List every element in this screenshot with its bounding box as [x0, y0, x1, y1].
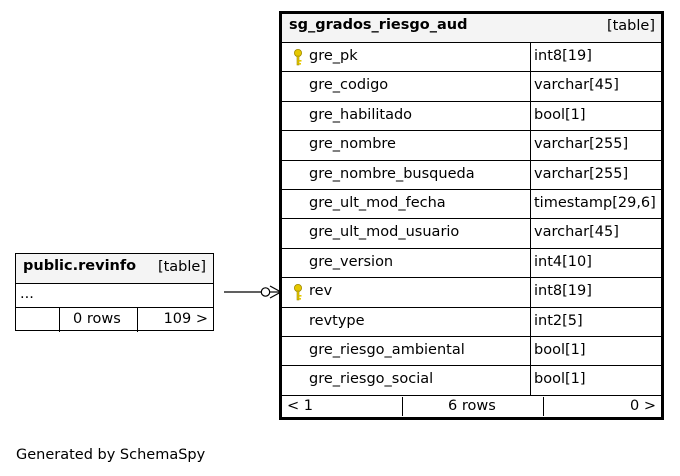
column-name[interactable]: gre_codigo — [309, 77, 389, 94]
column-divider — [530, 219, 531, 247]
column-type: bool[1] — [534, 371, 586, 388]
column-name[interactable]: gre_riesgo_ambiental — [309, 342, 465, 358]
column-divider — [530, 366, 531, 394]
columns-ellipsis: ... — [20, 286, 34, 302]
column-name[interactable]: gre_ult_mod_usuario — [309, 224, 460, 241]
table-name[interactable]: public.revinfo — [23, 258, 137, 274]
footer-divider — [402, 397, 403, 416]
column-type: int8[19] — [534, 48, 592, 64]
table-type-tag: [table] — [606, 18, 655, 34]
row-count: 6 rows — [448, 398, 496, 414]
column-row[interactable] — [282, 278, 661, 307]
column-type: int8[19] — [534, 283, 592, 300]
table-footer — [16, 307, 213, 332]
column-row[interactable] — [282, 43, 661, 72]
column-row[interactable] — [282, 190, 661, 219]
column-divider — [530, 161, 531, 189]
column-type: int2[5] — [534, 312, 583, 329]
column-row[interactable] — [282, 72, 661, 101]
column-type: varchar[45] — [534, 224, 619, 241]
column-row[interactable] — [282, 249, 661, 278]
column-name[interactable]: gre_nombre — [309, 136, 396, 153]
column-divider — [530, 337, 531, 365]
parents-count-link[interactable]: < 1 — [287, 398, 313, 414]
column-row[interactable] — [282, 102, 661, 131]
column-divider — [530, 43, 531, 71]
column-type: varchar[255] — [534, 136, 629, 153]
footer-divider — [137, 308, 138, 332]
column-name[interactable]: gre_version — [309, 253, 394, 270]
footer-divider — [59, 308, 60, 332]
column-row[interactable] — [282, 219, 661, 248]
table-type-tag: [table] — [157, 259, 206, 275]
generated-by-note: Generated by SchemaSpy — [16, 447, 206, 463]
column-name[interactable]: gre_pk — [309, 48, 358, 64]
table-header — [16, 254, 213, 284]
column-row[interactable] — [282, 366, 661, 395]
column-divider — [530, 278, 531, 306]
column-divider — [530, 308, 531, 336]
key-icon — [292, 283, 304, 301]
row-count: 0 rows — [73, 311, 121, 327]
column-type: timestamp[29,6] — [534, 195, 656, 211]
column-name[interactable]: rev — [309, 283, 333, 300]
key-icon — [292, 48, 304, 66]
children-count-link[interactable]: 109 > — [163, 311, 208, 327]
table-revinfo[interactable] — [15, 253, 214, 331]
column-name[interactable]: gre_ult_mod_fecha — [309, 195, 446, 211]
column-type: int4[10] — [534, 253, 592, 270]
column-name[interactable]: gre_habilitado — [309, 106, 413, 123]
column-type: varchar[45] — [534, 77, 619, 94]
table-name[interactable]: sg_grados_riesgo_aud — [289, 17, 468, 33]
column-divider — [530, 72, 531, 100]
column-name[interactable]: revtype — [309, 312, 365, 329]
column-row[interactable] — [282, 161, 661, 190]
table-header — [282, 14, 661, 43]
column-type: varchar[255] — [534, 165, 629, 182]
table-footer — [282, 395, 661, 420]
column-type: bool[1] — [534, 342, 586, 358]
column-divider — [530, 190, 531, 218]
table-sg-grados-riesgo-aud[interactable] — [279, 11, 664, 420]
footer-divider — [543, 397, 544, 416]
column-type: bool[1] — [534, 106, 586, 123]
column-name[interactable]: gre_riesgo_social — [309, 371, 434, 388]
column-row[interactable] — [282, 337, 661, 366]
column-divider — [530, 249, 531, 277]
column-divider — [530, 131, 531, 159]
column-name[interactable]: gre_nombre_busqueda — [309, 165, 475, 182]
column-row[interactable] — [282, 131, 661, 160]
column-divider — [530, 102, 531, 130]
column-row[interactable] — [282, 308, 661, 337]
children-count-link[interactable]: 0 > — [630, 398, 656, 414]
